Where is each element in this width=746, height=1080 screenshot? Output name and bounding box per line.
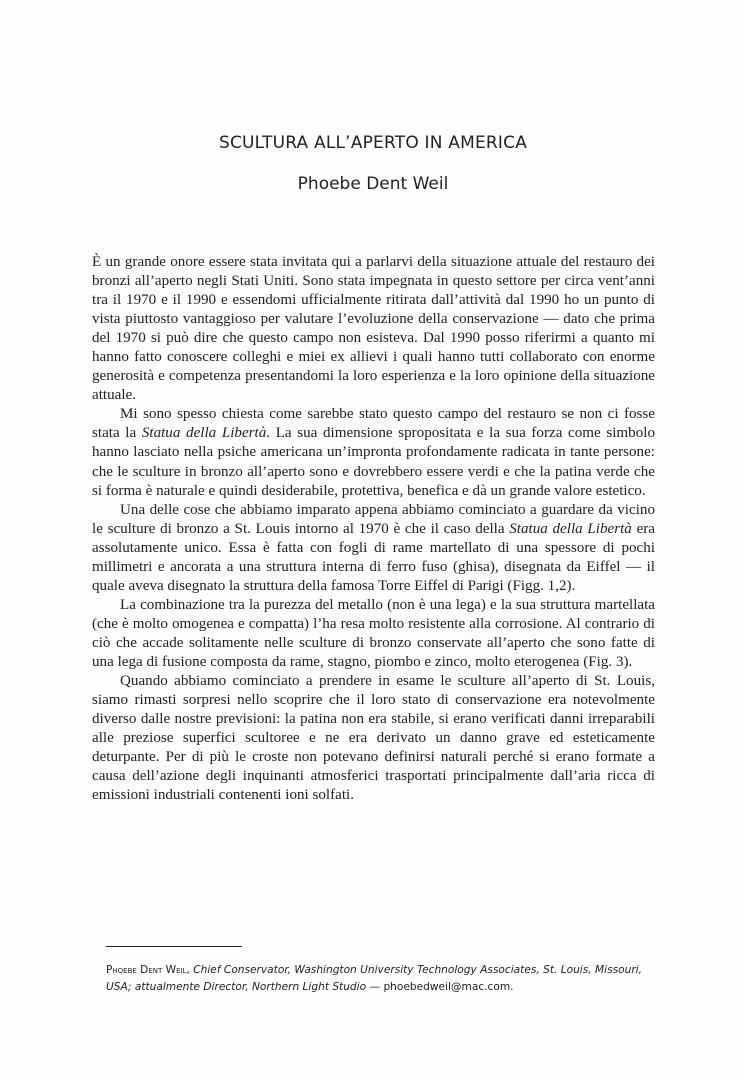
article-title: SCULTURA ALL’APERTO IN AMERICA [218,133,528,153]
paragraph-2-text-start: Mi sono spesso chiesta come sarebbe stato questo campo del restauro se non ci fosse stata la [92,406,655,442]
footnote-divider [106,946,242,947]
paragraph-4: La combinazione tra la purezza del metallo (non è una lega) e la sua struttura martellata (che è molto omogenea e compatta) l’ha resa molto resistente alla corrosione. Al contrario di ciò che accade solitamente nelle sculture di bronzo conservate all’aperto che sono fatte di una lega di fusione composta da rame, stagno, piombo e zinco, molto eterogenea (Fig. 3). [92,596,655,670]
paragraph-3-text-end: era assolutamente unico. Essa è fatta con fogli di rame martellato di una spessore di pochi millimetri e ancorata a una struttura interna di ferro fuso (ghisa), disegnata da Eiffel — il quale aveva disegnato la struttura della famosa Torre Eiffel di Parigi (Figg. 1,2). [92,520,655,594]
footnote: Phoebe Dent Weil, Chief Conservator, Washington University Technology Associates, St. Louis, Missouri, USA; attualmente Director, Northern Light Studio — phoebedweil@mac.com. [106,964,642,993]
paragraph-2 [92,405,655,500]
paragraph-1: È un grande onore essere stata invitata qui a parlarvi della situazione attuale del restauro dei bronzi all’aperto negli Stati Uniti. Sono stata impegnata in questo settore per circa vent’anni tra il 1970 e il 1990 e essendomi ufficialmente ritirata dall’attività dal 1990 ho un punto di vista piuttosto vantaggioso per valutare l’evoluzione della conservazione — dato che prima del 1970 si può dire che questo campo non esisteva. Dal 1990 posso riferirmi a quanto mi hanno fatto conoscere colleghi e miei ex allievi i quali hanno tutti collaborato con enorme generosità e competenza presentandomi la loro esperienza e la loro opinione della situazione attuale. [92,254,655,404]
paragraph-3 [92,501,655,596]
paragraph-3-text-start: Una delle cose che abbiamo imparato appena abbiamo cominciato a guardare da vicino le sculture di bronzo a St. Louis intorno al 1970 è che il caso della [92,501,655,537]
paragraph-2-emphasis: Statua della Libertà [141,425,267,442]
footnote-email: phoebedweil@mac.com. [383,981,514,993]
footnote-affiliation: Chief Conservator, Washington University Technology Associates, St. Louis, Missouri, USA; attualmente Director, Northern Light Studio [106,964,642,993]
article-author: Phoebe Dent Weil [297,174,449,194]
footnote-author-name: Phoebe Dent Weil [106,964,187,976]
paragraph-2-text-end: . La sua dimensione spropositata e la sua forza come simbolo hanno lasciato nella psiche americana un’impronta profondamente radicata in tante persone: che le sculture in bronzo all’aperto sono e dovrebbero essere verdi e che la patina verde che si forma è naturale e quindi desiderabile, protettiva, benefica e dà un grande valore estetico. [92,425,655,499]
paragraph-3-emphasis: Statua della Libertà [509,520,632,537]
paragraph-5: Quando abbiamo cominciato a prendere in esame le sculture all’aperto di St. Louis, siamo rimasti sorpresi nello scoprire che il loro stato di conservazione era notevolmente diverso dalle nostre previsioni: la patina non era stabile, si erano verificati danni irreparabili alle preziose superfici scultoree e ne era derivato un danno grave ed esteticamente deturpante. Per di più le croste non potevano definirsi naturali perché si erano formate a causa dell’azione degli inquinanti atmosferici trasportati principalmente dall’aria ricca di emissioni industriali contenenti ioni solfati. [92,673,655,804]
footnote-separator: — [366,981,384,993]
article-body [92,253,655,805]
